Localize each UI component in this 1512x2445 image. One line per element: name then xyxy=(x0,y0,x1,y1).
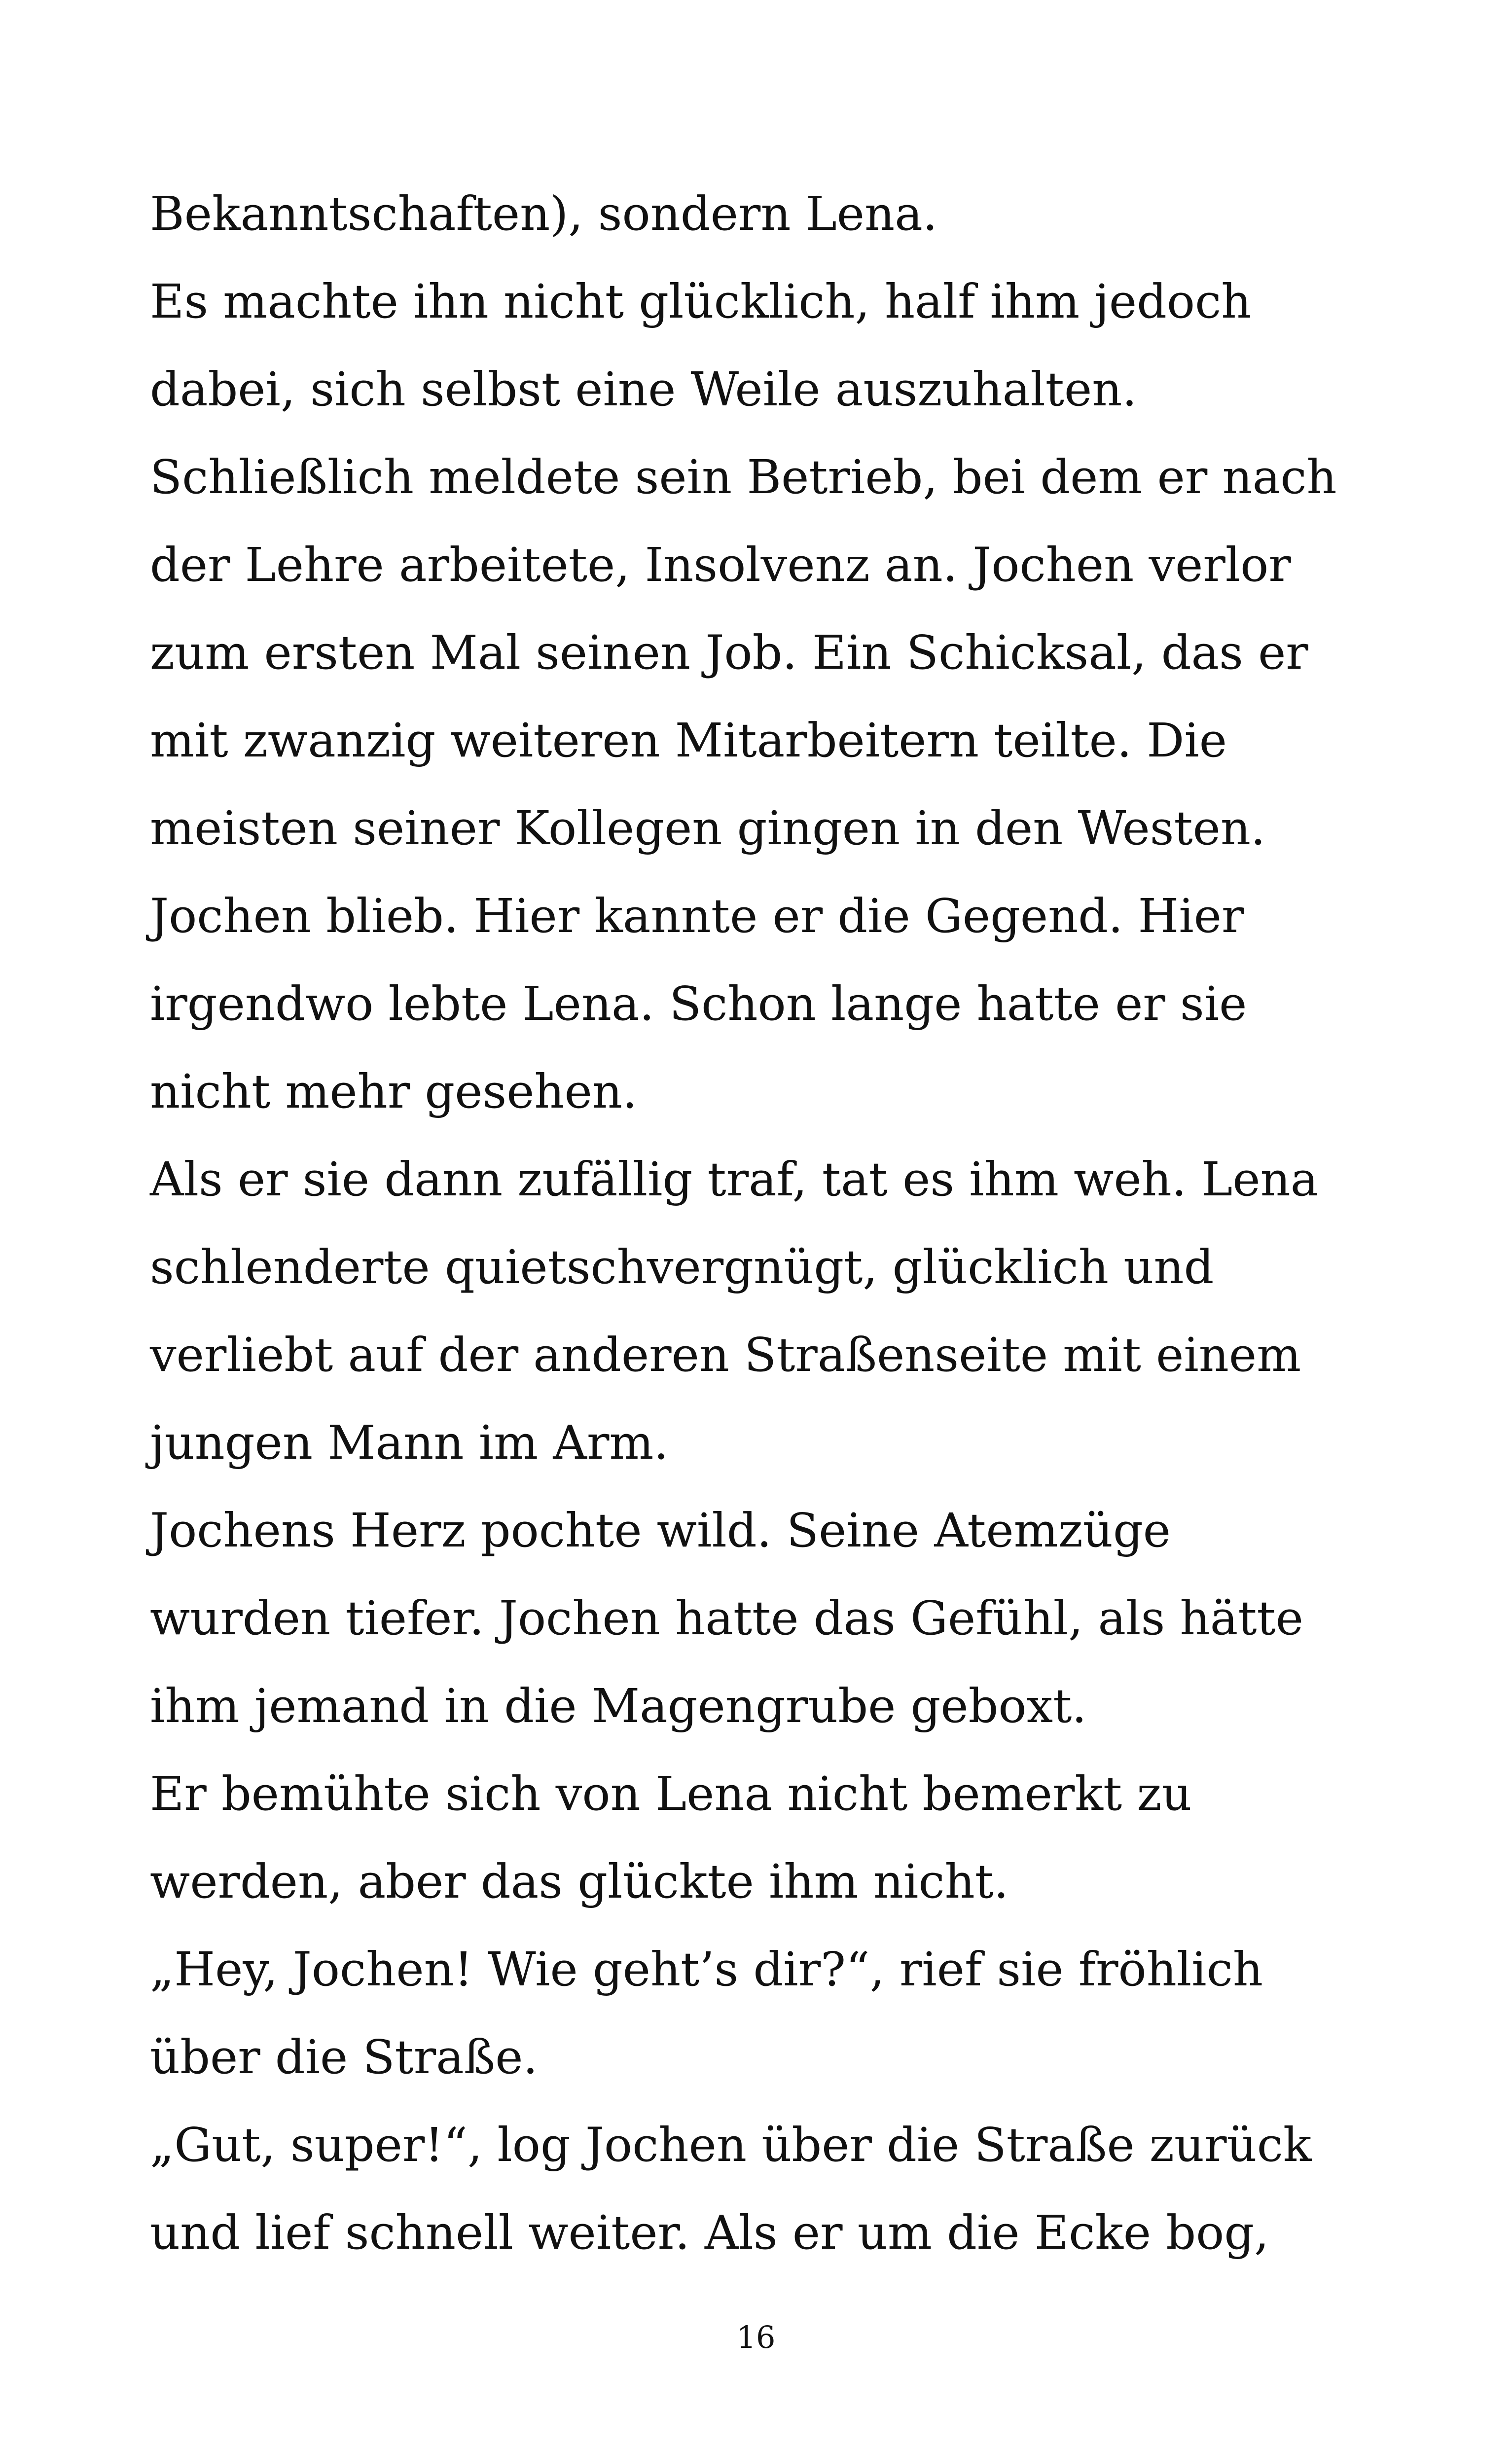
text-line: Bekanntschaften), sondern Lena. xyxy=(150,187,938,241)
text-line: Schließlich meldete sein Betrieb, bei dem er nach xyxy=(150,450,1337,504)
text-line: Jochens Herz pochte wild. Seine Atemzüge xyxy=(150,1504,1171,1558)
text-line: Jochen blieb. Hier kannte er die Gegend. Hier xyxy=(150,889,1244,943)
text-line: der Lehre arbeitete, Insolvenz an. Jochen verlor xyxy=(150,538,1291,592)
text-line: werden, aber das glückte ihm nicht. xyxy=(150,1855,1009,1909)
text-line: zum ersten Mal seinen Job. Ein Schicksal, das er xyxy=(150,626,1308,680)
text-line: schlenderte quietschvergnügt, glücklich und xyxy=(150,1240,1214,1294)
text-line: verliebt auf der anderen Straßenseite mit einem xyxy=(150,1328,1301,1382)
text-line: nicht mehr gesehen. xyxy=(150,1065,638,1119)
text-line: über die Straße. xyxy=(150,2030,538,2085)
text-line: Als er sie dann zufällig traf, tat es ihm weh. Lena xyxy=(150,1152,1319,1207)
text-line: irgendwo lebte Lena. Schon lange hatte er sie xyxy=(150,977,1247,1031)
text-line: „Gut, super!“, log Jochen über die Straße zurück xyxy=(150,2118,1312,2172)
text-line: dabei, sich selbst eine Weile auszuhalten. xyxy=(150,362,1137,417)
text-line: und lief schnell weiter. Als er um die Ecke bog, xyxy=(150,2206,1269,2260)
text-line: mit zwanzig weiteren Mitarbeitern teilte. Die xyxy=(150,714,1227,768)
text-line: „Hey, Jochen! Wie geht’s dir?“, rief sie fröhlich xyxy=(150,1942,1263,1997)
text-line: meisten seiner Kollegen gingen in den Westen. xyxy=(150,801,1266,856)
text-line: wurden tiefer. Jochen hatte das Gefühl, als hätte xyxy=(150,1591,1303,1646)
text-line: Es machte ihn nicht glücklich, half ihm jedoch xyxy=(150,275,1252,329)
body-text xyxy=(150,170,1412,2277)
page-number: 16 xyxy=(736,2319,776,2355)
text-line: jungen Mann im Arm. xyxy=(150,1416,669,1470)
text-line: Er bemühte sich von Lena nicht bemerkt zu xyxy=(150,1767,1192,1821)
text-line: ihm jemand in die Magengrube geboxt. xyxy=(150,1679,1087,1733)
